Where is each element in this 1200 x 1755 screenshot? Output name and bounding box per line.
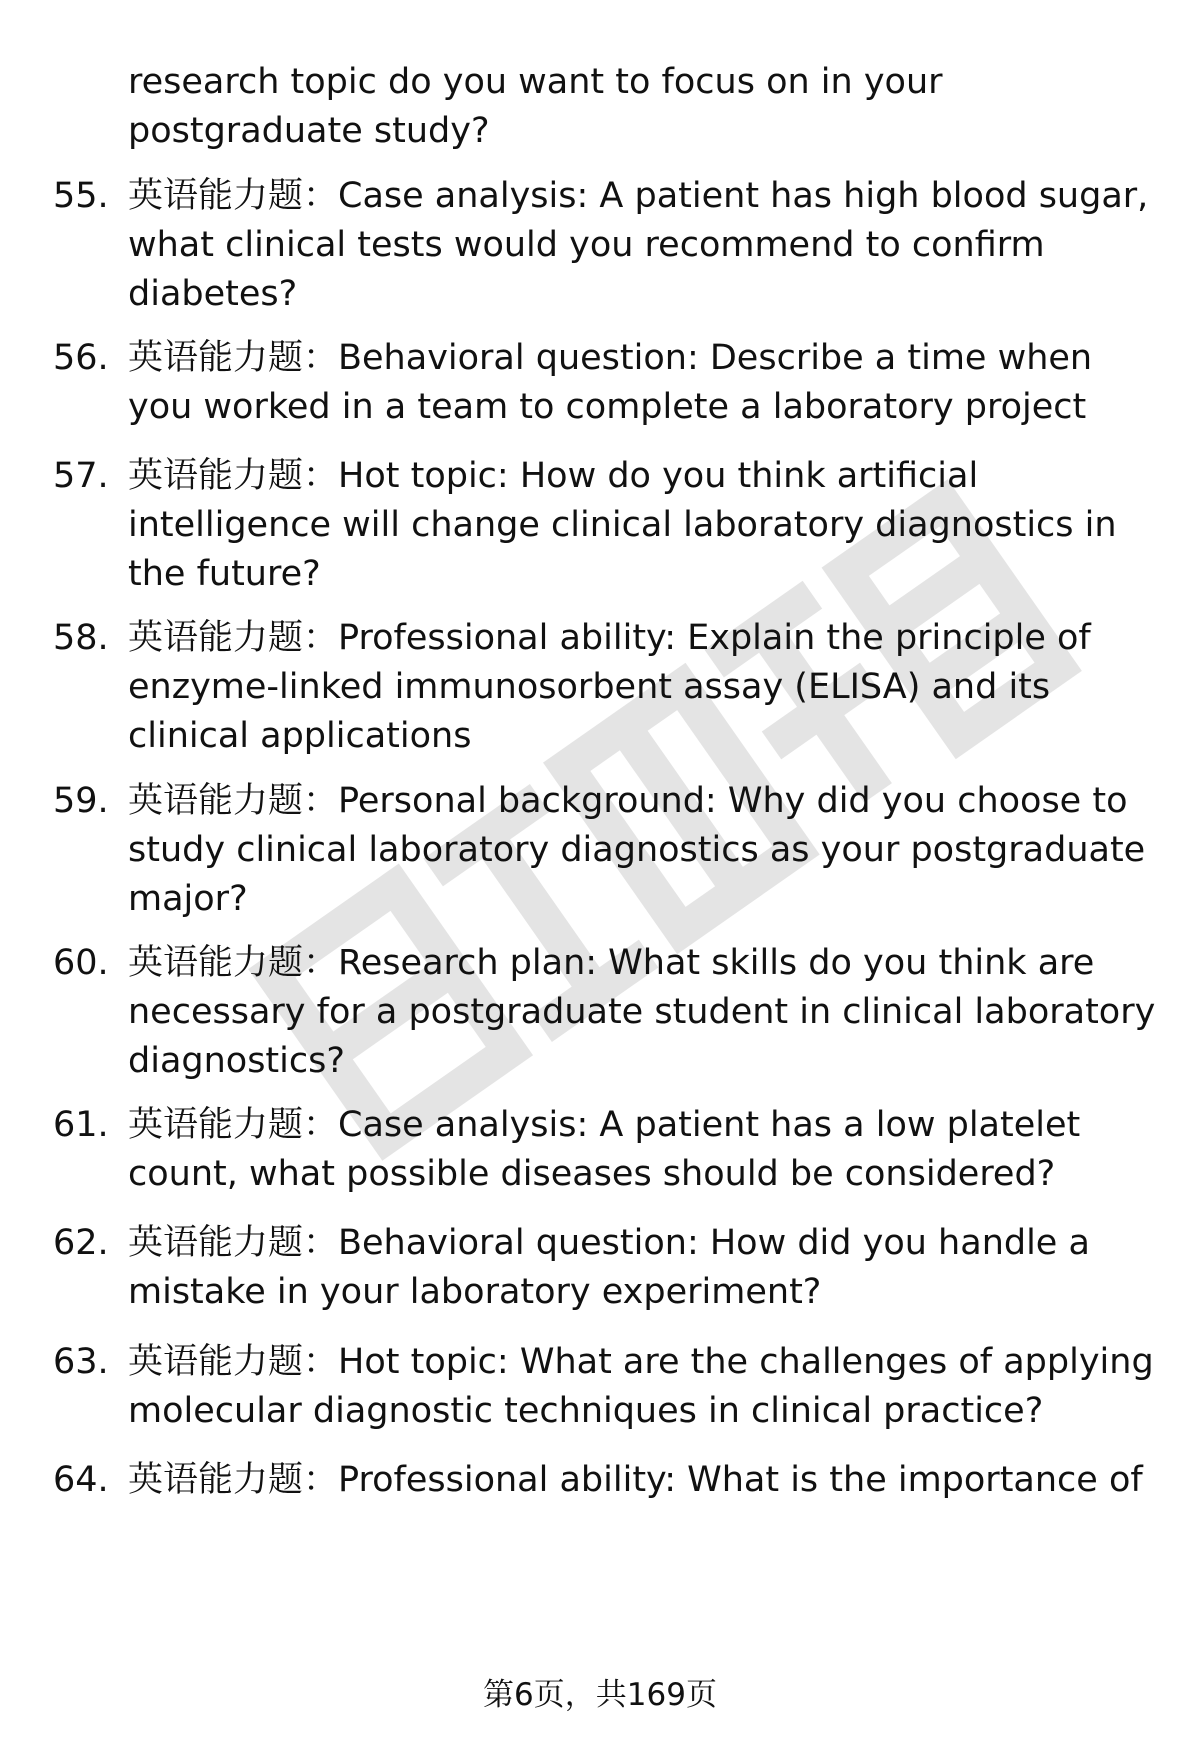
- question-tag: 英语能力题：: [128, 943, 339, 983]
- continuation-text: research topic do you want to focus on in your postgraduate study?: [128, 62, 943, 151]
- question-text: Case analysis: A patient has a low platelet count, what possible diseases should be considered?: [128, 1105, 1081, 1194]
- question-number: 62.: [53, 1223, 109, 1263]
- question-body: [128, 614, 1160, 761]
- question-number: 57.: [53, 456, 109, 496]
- question-body: [128, 1456, 1160, 1505]
- question-number: 63.: [53, 1342, 109, 1382]
- question-tag: 英语能力题：: [128, 456, 339, 496]
- question-body: [128, 334, 1160, 432]
- question-text: Professional ability: Explain the principle of enzyme-linked immunosorbent assay (ELISA) and its clinical applications: [128, 618, 1091, 756]
- question-tag: 英语能力题：: [128, 781, 339, 821]
- question-text: Hot topic: How do you think artificial intelligence will change clinical laboratory diagnostics in the future?: [128, 456, 1117, 594]
- question-text: Behavioral question: How did you handle a mistake in your laboratory experiment?: [128, 1223, 1090, 1312]
- question-body: [128, 1219, 1160, 1317]
- question-tag: 英语能力题：: [128, 1105, 339, 1145]
- question-number: 59.: [53, 781, 109, 821]
- question-tag: 英语能力题：: [128, 338, 339, 378]
- question-body: [128, 777, 1160, 924]
- page-footer: 第6页，共169页: [483, 1677, 717, 1713]
- question-text: Behavioral question: Describe a time when you worked in a team to complete a laboratory project: [128, 338, 1093, 427]
- question-number: 56.: [53, 338, 109, 378]
- question-tag: 英语能力题：: [128, 1342, 339, 1382]
- question-number: 64.: [53, 1460, 109, 1500]
- question-body: [128, 1101, 1160, 1199]
- question-body: [128, 939, 1160, 1086]
- question-text: Personal background: Why did you choose to study clinical laboratory diagnostics as your postgraduate major?: [128, 781, 1146, 919]
- question-text: Hot topic: What are the challenges of applying molecular diagnostic techniques in clinical practice?: [128, 1342, 1154, 1431]
- question-number: 61.: [53, 1105, 109, 1145]
- question-text: Case analysis: A patient has high blood sugar, what clinical tests would you recommend to confirm diabetes?: [128, 176, 1149, 314]
- question-number: 60.: [53, 943, 109, 983]
- question-body: [128, 1338, 1160, 1436]
- question-number: 58.: [53, 618, 109, 658]
- question-tag: 英语能力题：: [128, 618, 339, 658]
- question-text: Research plan: What skills do you think are necessary for a postgraduate student in clinical laboratory diagnostics?: [128, 943, 1156, 1081]
- question-body: [128, 172, 1160, 319]
- question-tag: 英语能力题：: [128, 1223, 339, 1263]
- question-body: [128, 452, 1160, 599]
- question-number: 55.: [53, 176, 109, 216]
- question-text: Professional ability: What is the importance of: [338, 1460, 1143, 1500]
- question-tag: 英语能力题：: [128, 1460, 339, 1500]
- question-tag: 英语能力题：: [128, 176, 339, 216]
